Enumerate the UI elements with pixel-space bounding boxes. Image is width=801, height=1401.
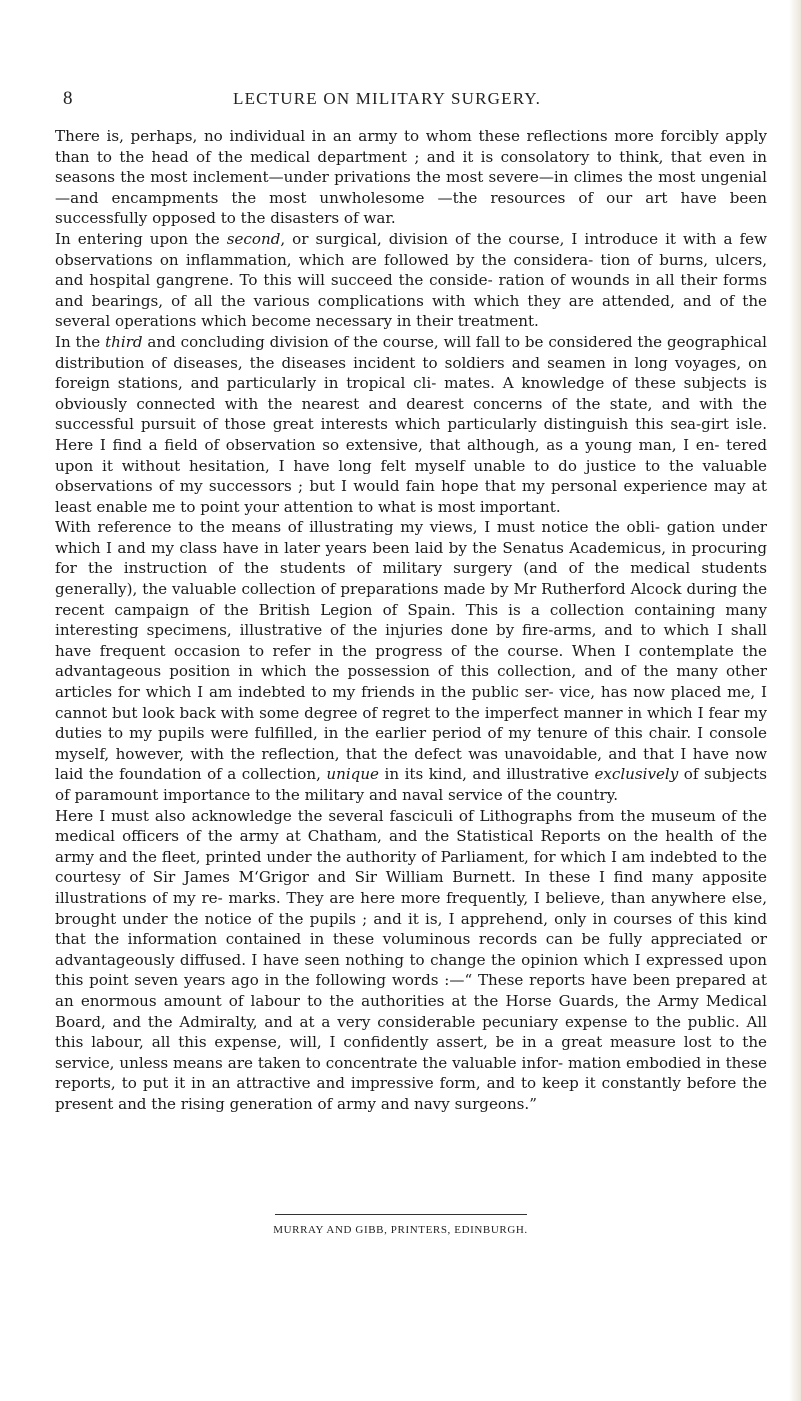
paragraph-text: of subjects of paramount importance to the military and naval service of the country. [55, 765, 768, 804]
italic-text: exclusively [594, 765, 679, 784]
paragraph-text: In the [55, 332, 106, 351]
paragraph-text: There is, perhaps, no individual in an army to whom these reflections more forcibly apply than to the head of the medical department ; and it is consolatory to think, that even in seasons the most inclement—under privations the most severe—in climes the most ungenial—and encampments the most unwholesome —the resources of our art have been successfully opposed to the disasters of war. [55, 127, 767, 228]
paragraph [55, 126, 767, 229]
paragraph-text: With reference to the means of illustrating my views, I must notice the obli- gation under which I and my class have in later years been laid by the Senatus Academicus, in procuring for the instruction of the students of military surgery (and of the medical students generally), the valuable collection of preparations made by Mr Rutherford Alcock during the recent campaign of the British Legion of Spain. This is a collection containing many interesting specimens, illustrative of the injuries done by fire-arms, and to which I shall have frequent occasion to refer in the progress of the course. When I contemplate the advantageous position in which the possession of this collection, and of the many other articles for which I am indebted to my friends in the public ser- vice, has now placed me, I cannot but look back with some degree of regret to the imperfect manner in which I fear my duties to my pupils were fulfilled, in the earlier period of my tenure of this chair. I console myself, however, with the reflection, that the defect was unavoidable, and that I have now laid the foundation of a collection, [55, 518, 767, 784]
paragraph [55, 517, 767, 805]
page-edge-shadow [789, 0, 801, 1401]
paragraph [55, 229, 767, 332]
paragraph-text: Here I must also acknowledge the several fasciculi of Lithographs from the museum of the medical officers of the army at Chatham, and the Statistical Reports on the health of the army and the fleet, printed under the authority of Parliament, for which I am indebted to the courtesy of Sir James M‘Grigor and Sir William Burnett. In these I find many apposite illustrations of my re- marks. They are here more frequently, I believe, than anywhere else, brought under the notice of the pupils ; and it is, I apprehend, only in courses of this kind that the information contained in these voluminous records can be fully appreciated or advantageously diffused. I have seen nothing to change the opinion which I expressed upon this point seven years ago in the following words :—“ These reports have been prepared at an enormous amount of labour to the authorities at the Horse Guards, the Army Medical Board, and the Admiralty, and at a very considerable pecuniary expense to the public. All this labour, all this expense, will, I confidently assert, be in a great measure lost to the service, unless means are taken to concentrate the valuable infor- mation embodied in these reports, to put it in an attractive and impressive form, and to keep it constantly before the present and the rising generation of army and navy surgeons.” [55, 806, 767, 1113]
italic-text: second [226, 229, 281, 248]
page-header [55, 88, 755, 116]
body-text [55, 126, 767, 1115]
italic-text: third [105, 332, 143, 351]
paragraph-text: In entering upon the [55, 229, 227, 248]
paragraph [55, 806, 767, 1115]
paragraph [55, 332, 767, 517]
footer-rule [275, 1214, 527, 1215]
paragraph-text: and concluding division of the course, will fall to be considered the geographical distribution of diseases, the diseases incident to soldiers and seamen in long voyages, on foreign stations, and particularly in tropical cli- mates. A knowledge of these subjects is obviously connected with the nearest and dearest concerns of the state, and with the successful pursuit of those great interests which particularly distinguish this sea-girt isle. Here I find a field of observation so extensive, that although, as a young man, I en- tered upon it without hesitation, I have long felt myself unable to do justice to the valuable observations of my successors ; but I would fain hope that my personal experience may at least enable me to point your attention to what is most important. [55, 332, 768, 516]
printer-imprint: MURRAY AND GIBB, PRINTERS, EDINBURGH. [273, 1224, 528, 1236]
italic-text: unique [326, 765, 379, 784]
running-title: LECTURE ON MILITARY SURGERY. [233, 89, 542, 108]
page-number: 8 [63, 88, 73, 109]
paragraph-text: , or surgical, division of the course, I introduce it with a few observations on inflammation, which are followed by the considera- tion of burns, ulcers, and hospital gangrene. To this will succeed the conside- ration of wounds in all their forms and bearings, of all the various complications with which they are attended, and of the several operations which become necessary in their treatment. [55, 229, 767, 331]
paragraph-text: in its kind, and illustrative [379, 765, 595, 784]
